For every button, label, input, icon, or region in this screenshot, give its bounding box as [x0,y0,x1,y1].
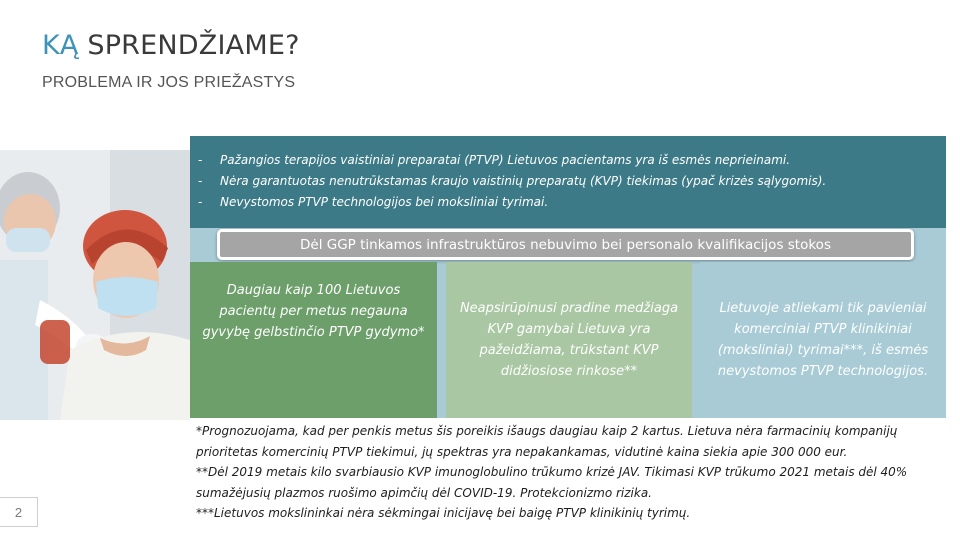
bullet-dash: - [198,153,203,167]
consequence-card-research [700,262,946,418]
card-text: Neapsirūpinusi pradine medžiaga KVP gamybai Lietuva yra pažeidžiama, trūkstant KVP didžiosiose rinkose** [459,301,679,379]
bullet-dash: - [198,195,203,209]
problem-text: Nevystomos PTVP technologijos bei moksliniai tyrimai. [220,195,549,209]
problems-list [198,150,946,213]
consequence-card-patients [190,262,437,418]
bullet-dash: - [198,174,203,188]
page-number: 2 [0,497,38,527]
vaccination-photo [0,150,190,420]
card-text: Lietuvoje atliekami tik pavieniai komerciniai PTVP klinikiniai (moksliniai) tyrimai***, iš esmės nevystomos PTVP technologijos. [717,301,929,379]
consequence-card-kvp [446,262,692,418]
vaccination-illustration [0,150,190,420]
footnote: **Dėl 2019 metais kilo svarbiausio KVP imunoglobulino trūkumo krizė JAV. Tikimasi KVP trūkumo 2021 metais dėl 40% sumažėjusių plazmos ruošimo apimčių dėl COVID-19. Protekcionizmo rizika. [196,465,908,500]
cause-banner: Dėl GGP tinkamos infrastruktūros nebuvimo bei personalo kvalifikacijos stokos [217,229,914,260]
footnote: *Prognozuojama, kad per penkis metus šis poreikis išaugs daugiau kaip 2 kartus. Lietuva nėra farmacinių kompanijų prioritetas komercinių PTVP tiekimui, jų spektras yra nepakankamas, vidutinė kaina siekia apie 300 000 eur. [196,424,898,459]
problem-text: Nėra garantuotas nenutrūkstamas kraujo vaistinių preparatų (KVP) tiekimas (ypač krizės sąlygomis). [220,174,827,188]
problem-item [198,150,946,171]
title-accent: KĄ [42,30,79,61]
page-subtitle: PROBLEMA IR JOS PRIEŽASTYS [42,74,296,91]
page-title [42,30,300,61]
problem-text: Pažangios terapijos vaistiniai preparatai (PTVP) Lietuvos pacientams yra iš esmės neprieinami. [220,153,791,167]
card-text: Daugiau kaip 100 Lietuvos pacientų per metus negauna gyvybę gelbstinčio PTVP gydymo* [202,283,425,340]
footnote: ***Lietuvos mokslininkai nėra sėkmingai inicijavę bei baigę PTVP klinikinių tyrimų. [196,506,691,520]
footnotes [196,421,946,524]
problem-item [198,192,946,213]
title-rest: SPRENDŽIAME? [78,30,300,61]
problem-item [198,171,946,192]
problems-box [190,136,946,228]
